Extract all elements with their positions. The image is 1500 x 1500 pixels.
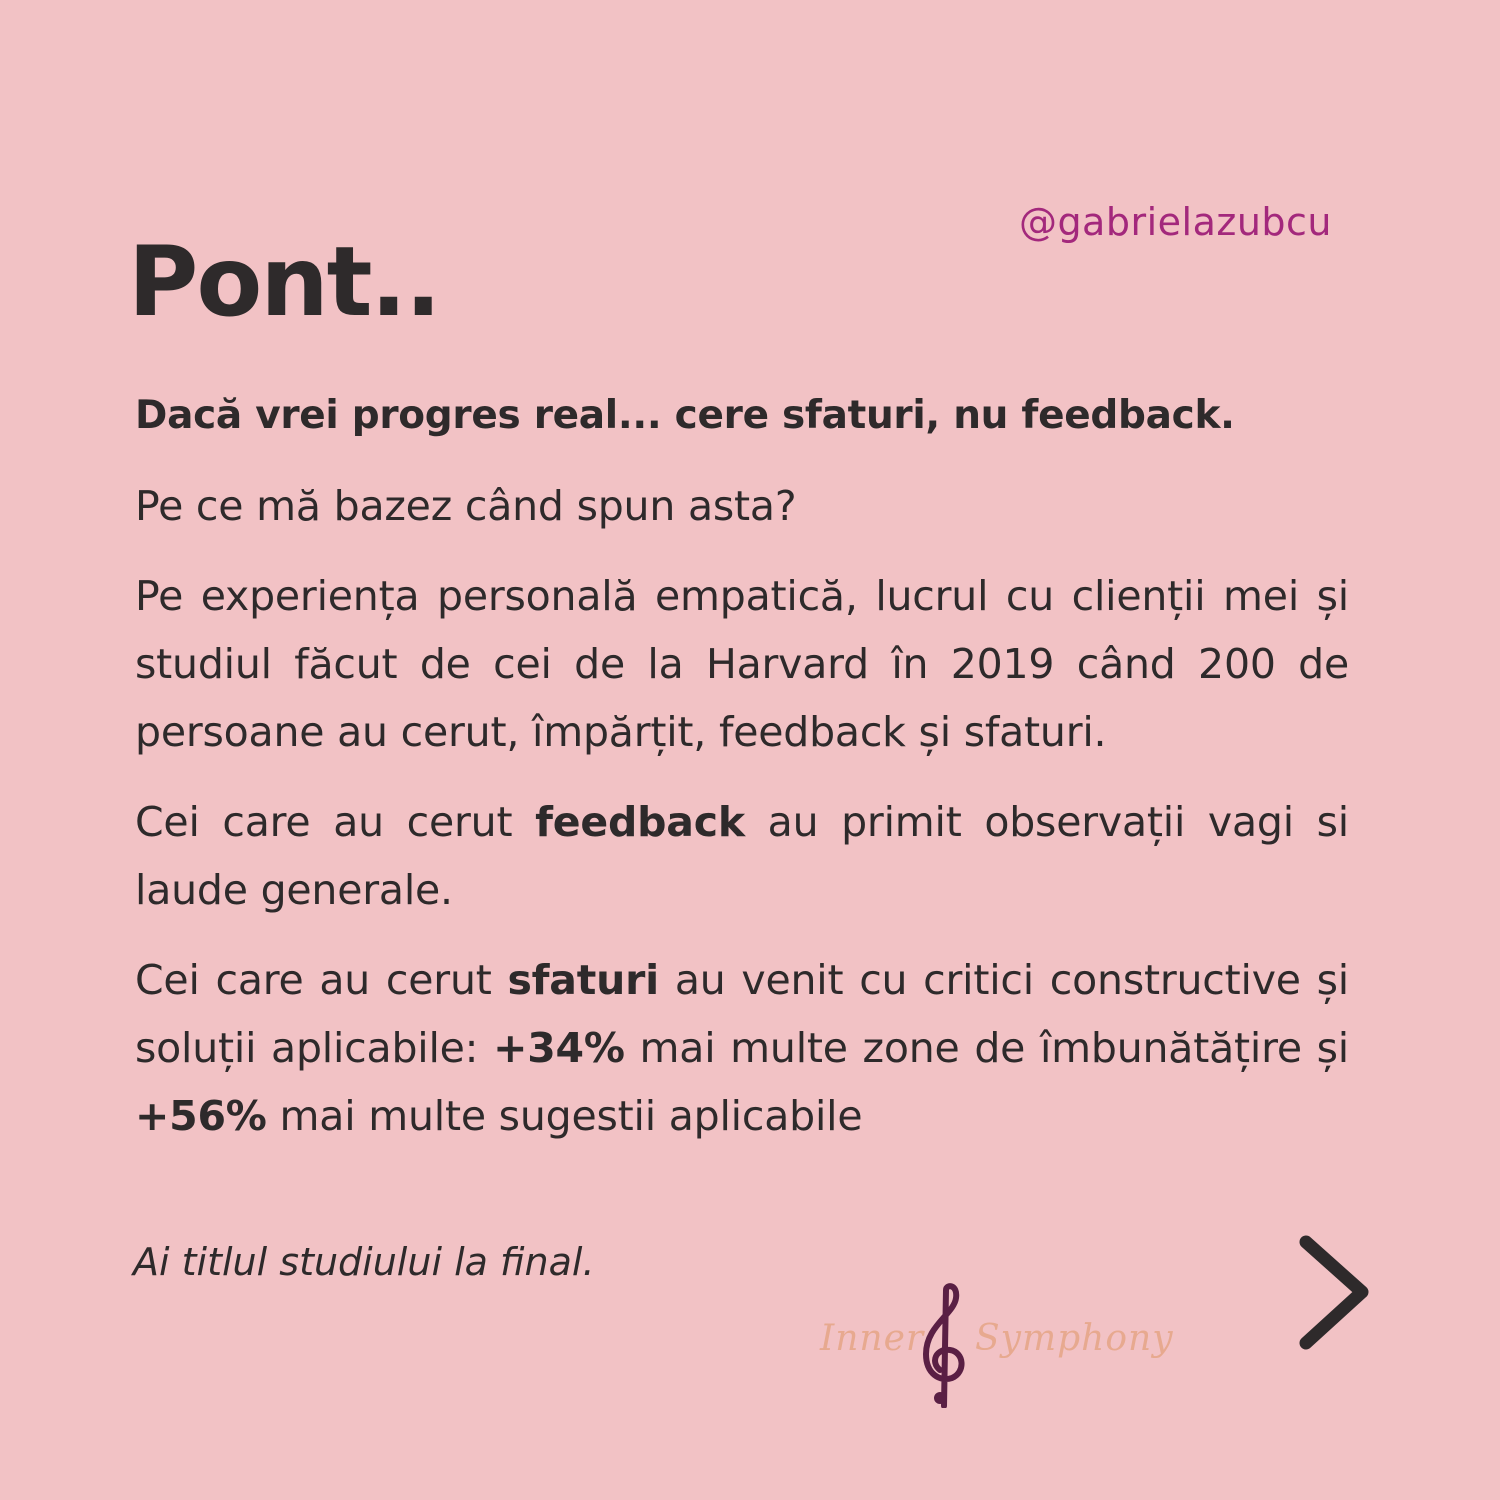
advice-text-mid2: mai multe zone de îmbunătățire și bbox=[624, 1024, 1349, 1072]
advice-text-post: mai multe sugestii aplicabile bbox=[266, 1092, 863, 1140]
advice-text-mid1: au venit cu critici constructive și soluții aplicabile: bbox=[135, 956, 1349, 1072]
feedback-text-pre: Cei care au cerut bbox=[135, 798, 536, 846]
feedback-text-post: au primit observații vagi si laude generale. bbox=[135, 798, 1349, 914]
stat-56-percent: +56% bbox=[135, 1092, 267, 1140]
subtitle: Dacă vrei progres real... cere sfaturi, nu feedback. bbox=[135, 393, 1235, 438]
logo-word-symphony: Symphony bbox=[975, 1318, 1174, 1359]
treble-clef-icon bbox=[914, 1282, 974, 1408]
page-title: Pont.. bbox=[128, 226, 440, 338]
feedback-paragraph bbox=[135, 788, 1349, 924]
chevron-right-icon[interactable] bbox=[1290, 1230, 1380, 1355]
inner-symphony-logo bbox=[810, 1280, 1174, 1410]
stat-34-percent: +34% bbox=[493, 1024, 625, 1072]
main-content bbox=[135, 388, 1349, 1172]
advice-keyword: sfaturi bbox=[507, 956, 660, 1004]
study-note: Ai titlul studiului la final. bbox=[133, 1240, 595, 1284]
author-handle: @gabrielazubcu bbox=[1018, 200, 1332, 244]
advice-text-pre: Cei care au cerut bbox=[135, 956, 508, 1004]
basis-paragraph: Pe experiența personală empatică, lucrul cu clienții mei și studiul făcut de cei de la Harvard în 2019 când 200 de persoane au cerut, împărțit, feedback și sfaturi. bbox=[135, 572, 1349, 756]
feedback-keyword: feedback bbox=[535, 798, 745, 846]
question-paragraph: Pe ce mă bazez când spun asta? bbox=[135, 482, 797, 530]
logo-word-inner: Inner bbox=[820, 1318, 925, 1359]
advice-paragraph bbox=[135, 946, 1349, 1150]
